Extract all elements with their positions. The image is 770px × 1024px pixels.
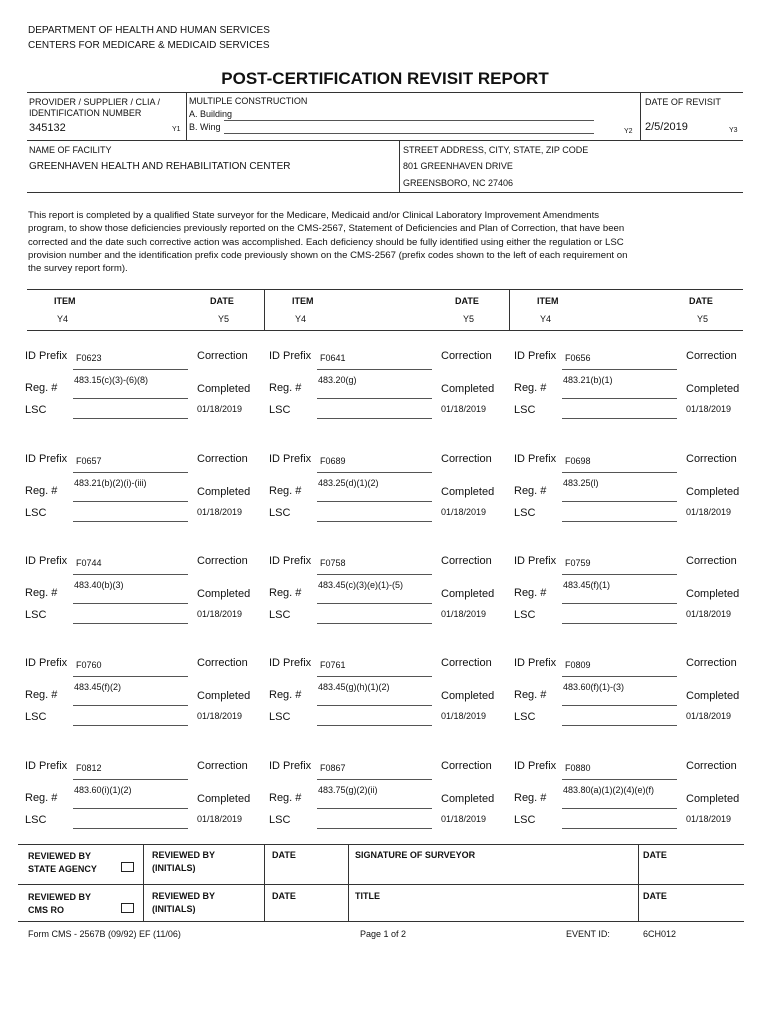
lsc-label: LSC bbox=[269, 404, 291, 416]
correction-label: Correction bbox=[686, 453, 737, 465]
id-prefix-value: F0758 bbox=[320, 558, 346, 568]
intro-line-1: This report is completed by a qualified State surveyor for the Medicare, Medicaid and/or Clinical Laboratory Improvement Amendments bbox=[28, 210, 600, 221]
completed-date: 01/18/2019 bbox=[686, 814, 732, 824]
event-id-label: EVENT ID: bbox=[566, 929, 610, 939]
id-prefix-label: ID Prefix bbox=[269, 760, 312, 772]
page-number: Page 1 of 2 bbox=[360, 929, 407, 939]
reg-number-value: 483.40(b)(3) bbox=[74, 580, 124, 590]
provider-number: 345132 bbox=[29, 122, 66, 134]
street-address: 801 GREENHAVEN DRIVE bbox=[403, 161, 513, 171]
date-label: DATE bbox=[272, 850, 296, 860]
completed-date: 01/18/2019 bbox=[197, 404, 243, 414]
date-label-2: DATE bbox=[272, 891, 296, 901]
reg-label: Reg. # bbox=[25, 792, 58, 804]
reviewed-by-label: REVIEWED BY bbox=[28, 851, 92, 861]
id-prefix-label: ID Prefix bbox=[514, 555, 557, 567]
completed-label: Completed bbox=[686, 486, 740, 498]
date-header-2: DATE bbox=[455, 296, 479, 306]
title-label: TITLE bbox=[355, 891, 380, 901]
completed-label: Completed bbox=[197, 793, 251, 805]
lsc-label: LSC bbox=[269, 609, 291, 621]
date-code-2: Y5 bbox=[463, 314, 475, 324]
reg-label: Reg. # bbox=[269, 587, 302, 599]
reg-number-value: 483.15(c)(3)-(6)(8) bbox=[74, 375, 149, 385]
reg-number-value: 483.20(g) bbox=[318, 375, 357, 385]
id-prefix-value: F0641 bbox=[320, 353, 346, 363]
reg-number-value: 483.45(f)(1) bbox=[563, 580, 611, 590]
id-prefix-value: F0656 bbox=[565, 353, 591, 363]
completed-date: 01/18/2019 bbox=[197, 814, 243, 824]
cms-ro-label: CMS RO bbox=[28, 905, 64, 915]
correction-label: Correction bbox=[197, 555, 248, 567]
construction-label: MULTIPLE CONSTRUCTION bbox=[189, 96, 308, 106]
correction-label: Correction bbox=[686, 555, 737, 567]
completed-date: 01/18/2019 bbox=[197, 507, 243, 517]
revisit-label: DATE OF REVISIT bbox=[645, 97, 721, 107]
id-prefix-label: ID Prefix bbox=[25, 760, 68, 772]
reg-number-value: 483.45(f)(2) bbox=[74, 682, 122, 692]
cms-ro-checkbox[interactable] bbox=[121, 903, 134, 913]
id-prefix-label: ID Prefix bbox=[514, 760, 557, 772]
reg-label: Reg. # bbox=[514, 587, 547, 599]
correction-label: Correction bbox=[686, 760, 737, 772]
reg-number-value: 483.25(d)(1)(2) bbox=[318, 478, 379, 488]
reg-label: Reg. # bbox=[25, 485, 58, 497]
date-code-3: Y5 bbox=[697, 314, 709, 324]
reg-label: Reg. # bbox=[514, 689, 547, 701]
lsc-label: LSC bbox=[269, 814, 291, 826]
building-label: A. Building bbox=[189, 109, 233, 119]
id-prefix-value: F0761 bbox=[320, 660, 346, 670]
signature-label: SIGNATURE OF SURVEYOR bbox=[355, 850, 476, 860]
completed-date: 01/18/2019 bbox=[197, 711, 243, 721]
id-prefix-value: F0880 bbox=[565, 763, 591, 773]
id-prefix-value: F0759 bbox=[565, 558, 591, 568]
id-prefix-value: F0760 bbox=[76, 660, 102, 670]
reg-label: Reg. # bbox=[25, 587, 58, 599]
item-header-3: ITEM bbox=[537, 296, 559, 306]
id-prefix-label: ID Prefix bbox=[514, 350, 557, 362]
completed-label: Completed bbox=[686, 588, 740, 600]
intro-line-2: program, to show those deficiencies previously reported on the CMS-2567, Statement of Deficiencies and Plan of Correction, that have been bbox=[28, 223, 625, 235]
date-header-1: DATE bbox=[210, 296, 234, 306]
id-prefix-label: ID Prefix bbox=[269, 657, 312, 669]
state-agency-checkbox[interactable] bbox=[121, 862, 134, 872]
correction-label: Correction bbox=[197, 760, 248, 772]
reg-label: Reg. # bbox=[25, 382, 58, 394]
reg-label: Reg. # bbox=[269, 485, 302, 497]
reg-label: Reg. # bbox=[269, 792, 302, 804]
correction-label: Correction bbox=[686, 350, 737, 362]
correction-label: Correction bbox=[686, 657, 737, 669]
reg-label: Reg. # bbox=[269, 689, 302, 701]
reg-label: Reg. # bbox=[514, 382, 547, 394]
construction-code: Y2 bbox=[624, 128, 633, 135]
lsc-label: LSC bbox=[25, 507, 47, 519]
id-prefix-value: F0744 bbox=[76, 558, 102, 568]
lsc-label: LSC bbox=[25, 404, 47, 416]
completed-label: Completed bbox=[686, 690, 740, 702]
event-id: 6CH012 bbox=[643, 929, 677, 939]
reg-number-value: 483.45(g)(h)(1)(2) bbox=[318, 682, 390, 692]
completed-date: 01/18/2019 bbox=[686, 609, 732, 619]
item-code-2: Y4 bbox=[295, 314, 307, 324]
correction-label: Correction bbox=[197, 657, 248, 669]
lsc-label: LSC bbox=[25, 609, 47, 621]
id-prefix-value: F0867 bbox=[320, 763, 346, 773]
provider-label: PROVIDER / SUPPLIER / CLIA / bbox=[29, 97, 161, 107]
lsc-label: LSC bbox=[514, 711, 536, 723]
id-prefix-value: F0698 bbox=[565, 456, 591, 466]
form-number: Form CMS - 2567B (09/92) EF (11/06) bbox=[28, 929, 181, 939]
completed-label: Completed bbox=[441, 588, 495, 600]
intro-line-4: provision number and the identification prefix code previously shown on the CMS-2567 (prefix codes shown to the left of each requirement on bbox=[28, 249, 628, 261]
item-header-2: ITEM bbox=[292, 296, 314, 306]
reg-number-value: 483.21(b)(2)(i)-(iii) bbox=[74, 478, 147, 488]
state-agency-label: STATE AGENCY bbox=[28, 864, 97, 874]
title-date-label: DATE bbox=[643, 891, 667, 901]
completed-date: 01/18/2019 bbox=[441, 609, 487, 619]
reg-label: Reg. # bbox=[25, 689, 58, 701]
intro-line-3: corrected and the date such corrective action was accomplished. Each deficiency should be fully identified using either the regulation or LSC bbox=[28, 236, 624, 248]
initials-label: (INITIALS) bbox=[152, 863, 196, 873]
address-label: STREET ADDRESS, CITY, STATE, ZIP CODE bbox=[403, 145, 589, 155]
completed-label: Completed bbox=[441, 793, 495, 805]
reg-number-value: 483.75(g)(2)(ii) bbox=[318, 785, 378, 795]
id-prefix-label: ID Prefix bbox=[25, 453, 68, 465]
id-prefix-value: F0657 bbox=[76, 456, 102, 466]
completed-date: 01/18/2019 bbox=[441, 814, 487, 824]
correction-label: Correction bbox=[441, 760, 492, 772]
id-prefix-label: ID Prefix bbox=[25, 350, 68, 362]
initials-label-2: (INITIALS) bbox=[152, 904, 196, 914]
signature-date-label: DATE bbox=[643, 850, 667, 860]
completed-date: 01/18/2019 bbox=[441, 404, 487, 414]
reg-label: Reg. # bbox=[514, 485, 547, 497]
facility-name: GREENHAVEN HEALTH AND REHABILITATION CENTER bbox=[29, 161, 291, 172]
completed-label: Completed bbox=[441, 383, 495, 395]
reg-number-value: 483.60(f)(1)-(3) bbox=[563, 682, 625, 692]
id-prefix-label: ID Prefix bbox=[514, 657, 557, 669]
correction-label: Correction bbox=[441, 350, 492, 362]
id-prefix-value: F0812 bbox=[76, 763, 102, 773]
city-state-zip: GREENSBORO, NC 27406 bbox=[403, 178, 514, 188]
id-prefix-value: F0689 bbox=[320, 456, 346, 466]
completed-label: Completed bbox=[686, 793, 740, 805]
completed-label: Completed bbox=[197, 383, 251, 395]
item-code-1: Y4 bbox=[57, 314, 69, 324]
correction-label: Correction bbox=[197, 350, 248, 362]
lsc-label: LSC bbox=[269, 507, 291, 519]
provider-label-2: IDENTIFICATION NUMBER bbox=[29, 108, 142, 118]
intro-paragraph bbox=[28, 209, 748, 275]
reviewed-by-initials-label: REVIEWED BY bbox=[152, 850, 216, 860]
completed-label: Completed bbox=[197, 690, 251, 702]
facility-label: NAME OF FACILITY bbox=[29, 145, 112, 155]
reg-number-value: 483.25(l) bbox=[563, 478, 599, 488]
completed-date: 01/18/2019 bbox=[441, 711, 487, 721]
reg-number-value: 483.60(i)(1)(2) bbox=[74, 785, 132, 795]
id-prefix-label: ID Prefix bbox=[269, 453, 312, 465]
completed-date: 01/18/2019 bbox=[686, 404, 732, 414]
lsc-label: LSC bbox=[25, 711, 47, 723]
reg-number-value: 483.45(c)(3)(e)(1)-(5) bbox=[318, 580, 404, 590]
reg-label: Reg. # bbox=[269, 382, 302, 394]
date-code-1: Y5 bbox=[218, 314, 230, 324]
department-line: DEPARTMENT OF HEALTH AND HUMAN SERVICES bbox=[28, 25, 270, 36]
date-header-3: DATE bbox=[689, 296, 713, 306]
lsc-label: LSC bbox=[514, 507, 536, 519]
reg-number-value: 483.21(b)(1) bbox=[563, 375, 613, 385]
completed-label: Completed bbox=[441, 690, 495, 702]
lsc-label: LSC bbox=[514, 404, 536, 416]
id-prefix-value: F0809 bbox=[565, 660, 591, 670]
lsc-label: LSC bbox=[514, 609, 536, 621]
id-prefix-label: ID Prefix bbox=[25, 555, 68, 567]
id-prefix-label: ID Prefix bbox=[514, 453, 557, 465]
correction-label: Correction bbox=[441, 555, 492, 567]
correction-label: Correction bbox=[441, 453, 492, 465]
reg-number-value: 483.80(a)(1)(2)(4)(e)(f) bbox=[563, 785, 655, 795]
page-title: POST-CERTIFICATION REVISIT REPORT bbox=[221, 69, 549, 88]
revisit-date: 2/5/2019 bbox=[645, 121, 688, 133]
correction-label: Correction bbox=[441, 657, 492, 669]
item-header-1: ITEM bbox=[54, 296, 76, 306]
completed-date: 01/18/2019 bbox=[197, 609, 243, 619]
completed-label: Completed bbox=[686, 383, 740, 395]
cms-line: CENTERS FOR MEDICARE & MEDICAID SERVICES bbox=[28, 40, 270, 51]
lsc-label: LSC bbox=[25, 814, 47, 826]
completed-date: 01/18/2019 bbox=[686, 711, 732, 721]
id-prefix-label: ID Prefix bbox=[25, 657, 68, 669]
completed-label: Completed bbox=[441, 486, 495, 498]
reviewed-by-cms-label: REVIEWED BY bbox=[28, 892, 92, 902]
id-prefix-label: ID Prefix bbox=[269, 555, 312, 567]
lsc-label: LSC bbox=[514, 814, 536, 826]
correction-label: Correction bbox=[197, 453, 248, 465]
item-code-3: Y4 bbox=[540, 314, 552, 324]
completed-label: Completed bbox=[197, 588, 251, 600]
revisit-code: Y3 bbox=[729, 127, 738, 134]
id-prefix-value: F0623 bbox=[76, 353, 102, 363]
wing-label: B. Wing bbox=[189, 122, 221, 132]
reviewed-by-initials-label-2: REVIEWED BY bbox=[152, 891, 216, 901]
id-prefix-label: ID Prefix bbox=[269, 350, 312, 362]
provider-code: Y1 bbox=[172, 126, 181, 133]
completed-date: 01/18/2019 bbox=[686, 507, 732, 517]
intro-line-5: the survey report form). bbox=[28, 263, 128, 275]
completed-date: 01/18/2019 bbox=[441, 507, 487, 517]
reg-label: Reg. # bbox=[514, 792, 547, 804]
completed-label: Completed bbox=[197, 486, 251, 498]
lsc-label: LSC bbox=[269, 711, 291, 723]
